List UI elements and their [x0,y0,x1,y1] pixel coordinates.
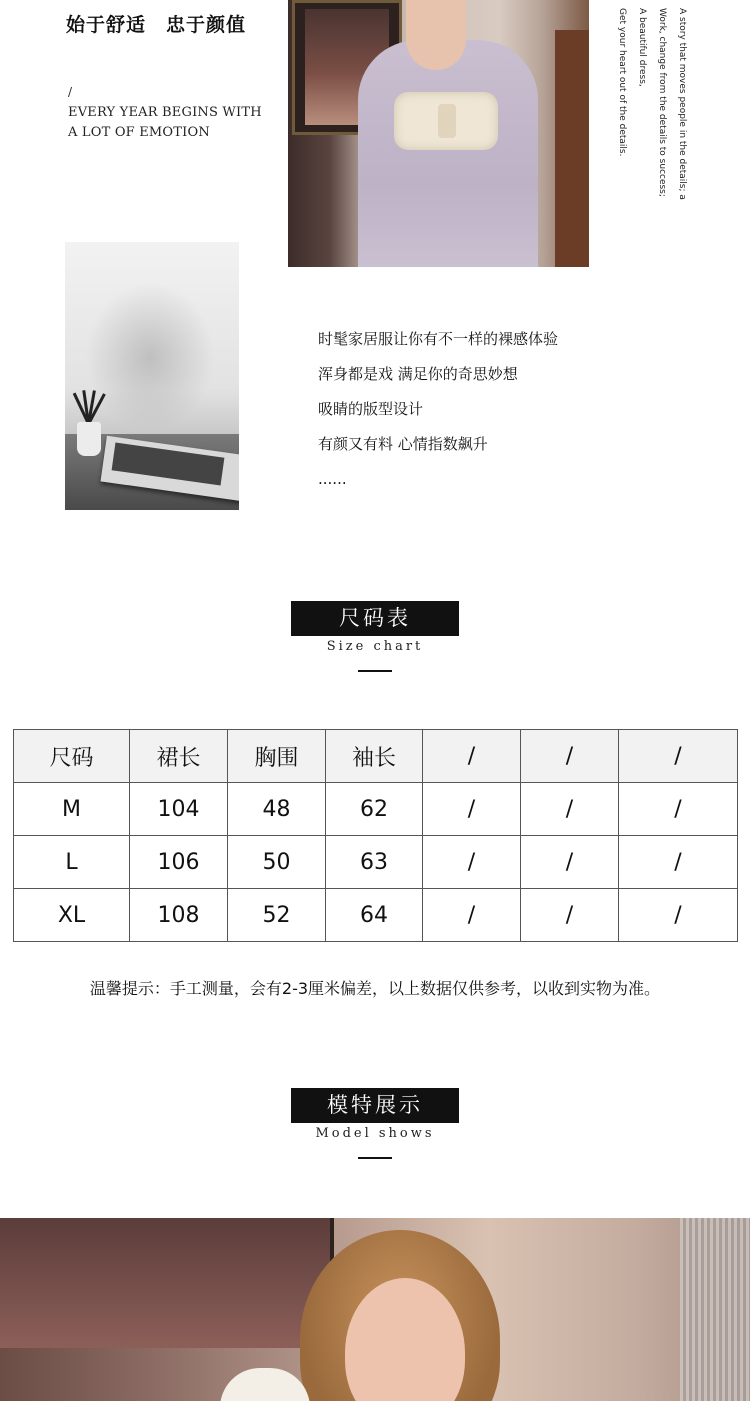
model-shows-subtitle: Model shows [315,1126,435,1141]
plant-shadow [85,282,215,432]
cell-size: M [14,783,130,836]
cell-length: 108 [130,889,228,942]
cell-length: 104 [130,783,228,836]
tagline-line-1: EVERY YEAR BEGINS WITH [68,105,262,120]
header-bust: 胸围 [228,730,326,783]
size-chart-divider [358,670,392,672]
cell-sleeve: 63 [326,836,423,889]
size-table [13,729,738,942]
cell-size: L [14,836,130,889]
copy-line-4: 有颜又有料 心情指数飙升 [318,435,488,453]
intro-tagline [68,103,262,143]
cell-bust: 50 [228,836,326,889]
cell-bust: 52 [228,889,326,942]
plant-pot [77,422,101,456]
cell-blank: / [619,783,738,836]
cell-blank: / [619,889,738,942]
cell-blank: / [423,889,521,942]
model-photo-dress [288,0,589,267]
size-chart-subtitle: Size chart [326,639,424,654]
model-shows-title: 模特展示 [291,1088,459,1123]
model-shows-divider [358,1157,392,1159]
tagline-line-2: A LOT OF EMOTION [68,125,210,140]
intro-copy [318,322,558,497]
copy-line-3: 吸睛的版型设计 [318,400,424,418]
cell-length: 106 [130,836,228,889]
cell-blank: / [423,783,521,836]
cell-bust: 48 [228,783,326,836]
table-header-row [14,730,738,783]
model-portrait-photo [0,1218,750,1401]
header-blank: / [423,730,521,783]
size-chart-title: 尺码表 [291,601,459,636]
cell-blank: / [521,836,619,889]
cell-sleeve: 64 [326,889,423,942]
table-row [14,836,738,889]
copy-line-5: ...... [318,470,347,488]
still-life-photo [65,242,239,510]
intro-slash: / [68,85,73,99]
cell-blank: / [521,783,619,836]
cell-size: XL [14,889,130,942]
vertical-line-1: A story that moves people in the details; a [677,8,687,200]
cell-blank: / [619,836,738,889]
copy-line-1: 时髦家居服让你有不一样的裸感体验 [318,330,559,348]
wooden-cabinet [555,30,589,267]
cell-blank: / [423,836,521,889]
header-blank: / [521,730,619,783]
header-length: 裙长 [130,730,228,783]
intro-headline: 始于舒适 忠于颜值 [66,14,247,36]
table-row [14,783,738,836]
vertical-line-3: A beautiful dress, [637,8,647,87]
header-sleeve: 袖长 [326,730,423,783]
lilac-dress [358,40,538,267]
cell-sleeve: 62 [326,783,423,836]
cell-blank: / [521,889,619,942]
header-blank: / [619,730,738,783]
model-neck [406,0,466,70]
table-row [14,889,738,942]
header-size: 尺码 [14,730,130,783]
copy-line-2: 浑身都是戏 满足你的奇思妙想 [318,365,518,383]
vertical-english-text [612,8,692,248]
measurement-note: 温馨提示：手工测量，会有2-3厘米偏差，以上数据仅供参考，以收到实物为准。 [89,979,661,998]
vertical-line-4: Get your heart out of the details. [617,8,627,157]
dress-collar [220,1368,310,1401]
wall-painting [0,1218,334,1348]
bow-knot [438,104,456,138]
curtain [680,1218,750,1401]
vertical-line-2: Work, change from the details to success; [657,8,667,197]
